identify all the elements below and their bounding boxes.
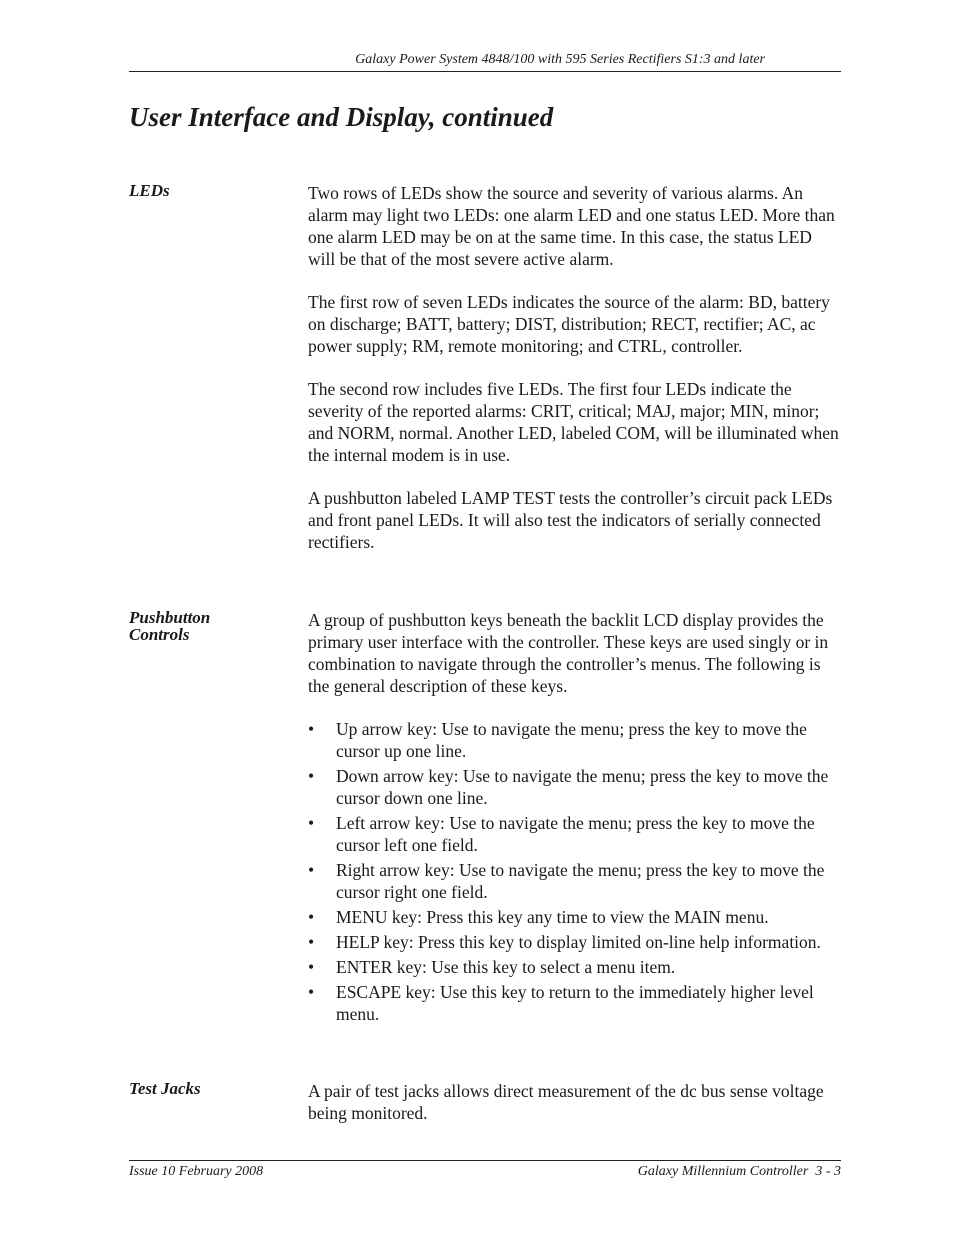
running-footer: [129, 1160, 841, 1180]
leds-paragraph: The first row of seven LEDs indicates the source of the alarm: BD, battery on discharge; BATT, battery; DIST, distribution; RECT, rectifier; AC, ac power supply; RM, remote monitoring; and CTRL, controller.: [308, 292, 830, 356]
list-item: [308, 812, 841, 856]
list-item-text: ENTER key: Use this key to select a menu item.: [336, 957, 676, 977]
section-label-pushbutton-controls: [129, 609, 299, 643]
list-item: [308, 859, 841, 903]
section-label-leds: LEDs: [129, 181, 170, 200]
bullet-icon: •: [308, 982, 315, 1002]
section-body-test-jacks: [308, 1080, 841, 1124]
section-label-line: Pushbutton: [129, 608, 211, 627]
leds-paragraph: Two rows of LEDs show the source and severity of various alarms. An alarm may light two LEDs: one alarm LED and one status LED. More than one alarm LED may be on at the same time. In this case, the status LED will be that of the most severe active alarm.: [308, 183, 835, 269]
list-item-text: ESCAPE key: Use this key to return to the immediately higher level menu.: [336, 982, 814, 1024]
bullet-icon: •: [308, 813, 315, 833]
page-title: User Interface and Display, continued: [129, 102, 554, 132]
section-body-pushbutton-controls: [308, 609, 841, 1028]
section-body-leds: [308, 182, 841, 553]
leds-paragraph: The second row includes five LEDs. The first four LEDs indicate the severity of the reported alarms: CRIT, critical; MAJ, major; MIN, minor; and NORM, normal. Another LED, labeled COM, will be illuminated when the internal modem is in use.: [308, 379, 839, 465]
bullet-icon: •: [308, 932, 315, 952]
list-item: [308, 718, 841, 762]
bullet-icon: •: [308, 860, 315, 880]
list-item-text: Left arrow key: Use to navigate the menu; press the key to move the cursor left one field.: [336, 813, 815, 855]
list-item: [308, 931, 841, 953]
list-item: [308, 981, 841, 1025]
test-jacks-paragraph: A pair of test jacks allows direct measurement of the dc bus sense voltage being monitored.: [308, 1081, 824, 1123]
list-item: [308, 956, 841, 978]
running-header: Galaxy Power System 4848/100 with 595 Series Rectifiers S1:3 and later: [129, 52, 841, 72]
list-item-text: MENU key: Press this key any time to view the MAIN menu.: [336, 907, 769, 927]
key-description-list: [308, 718, 841, 1025]
section-label-test-jacks: Test Jacks: [129, 1079, 201, 1098]
bullet-icon: •: [308, 907, 315, 927]
list-item: [308, 906, 841, 928]
list-item-text: Right arrow key: Use to navigate the menu; press the key to move the cursor right one field.: [336, 860, 825, 902]
list-item: [308, 765, 841, 809]
list-item-text: HELP key: Press this key to display limited on-line help information.: [336, 932, 821, 952]
bullet-icon: •: [308, 957, 315, 977]
section-label-line: Controls: [129, 625, 190, 644]
list-item-text: Down arrow key: Use to navigate the menu; press the key to move the cursor down one line.: [336, 766, 829, 808]
pushbutton-intro: A group of pushbutton keys beneath the backlit LCD display provides the primary user interface with the controller. These keys are used singly or in combination to navigate through the controller’s menus. The following is the general description of these keys.: [308, 610, 829, 696]
footer-issue-date: Issue 10 February 2008: [129, 1164, 264, 1179]
leds-paragraph: A pushbutton labeled LAMP TEST tests the controller’s circuit pack LEDs and front panel LEDs. It will also test the indicators of serially connected rectifiers.: [308, 488, 833, 552]
bullet-icon: •: [308, 766, 315, 786]
list-item-text: Up arrow key: Use to navigate the menu; press the key to move the cursor up one line.: [336, 719, 807, 761]
bullet-icon: •: [308, 719, 315, 739]
footer-page-number: Galaxy Millennium Controller 3 - 3: [637, 1164, 841, 1179]
